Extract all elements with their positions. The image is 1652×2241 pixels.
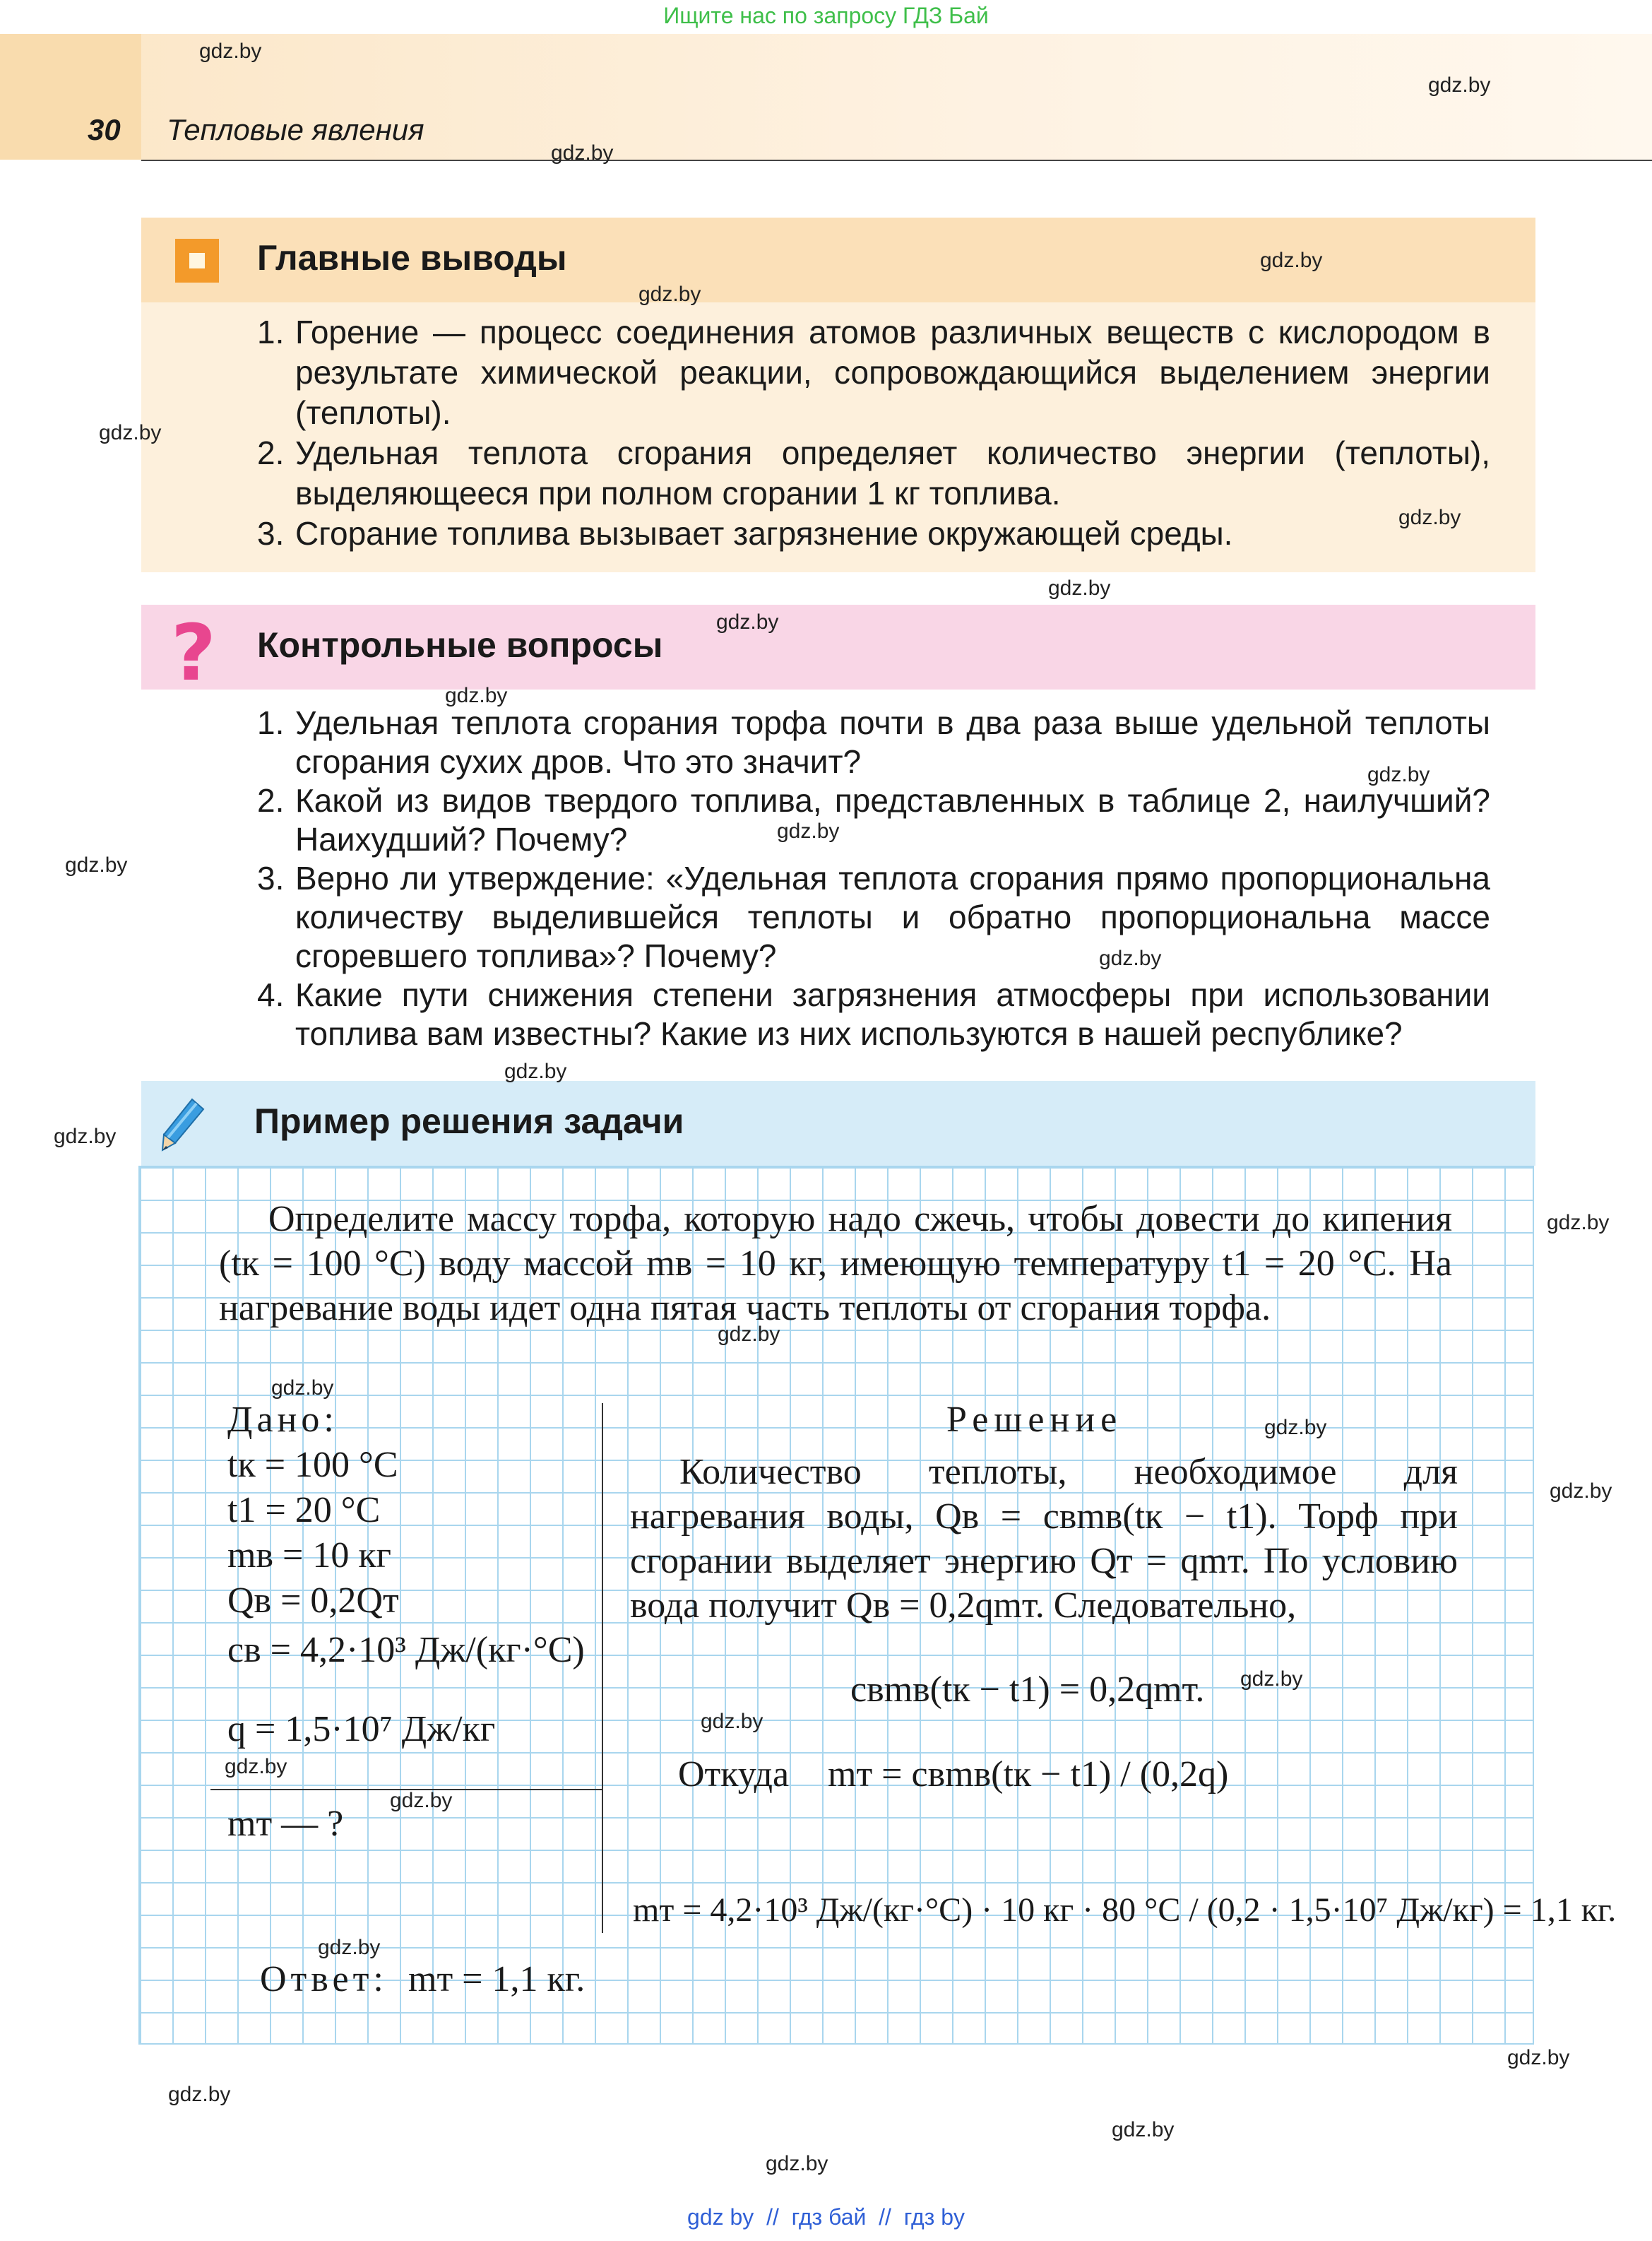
watermark: gdz.by <box>225 1755 287 1778</box>
watermark: gdz.by <box>1367 763 1430 786</box>
header-divider <box>141 160 1652 161</box>
watermark: gdz.by <box>1547 1211 1610 1234</box>
list-item <box>257 781 1490 859</box>
page-number: 30 <box>88 113 121 146</box>
item-number: 4. <box>257 976 285 1013</box>
watermark: gdz.by <box>1260 249 1323 272</box>
list-item <box>257 704 1490 781</box>
watermark: gdz.by <box>1048 576 1111 600</box>
watermark: gdz.by <box>504 1060 567 1083</box>
watermark: gdz.by <box>54 1125 117 1148</box>
given-item: Qв = 0,2Qт <box>227 1580 399 1621</box>
item-text: Удельная теплота сгорания торфа почти в два раза выше удельной теплоты сгорания сухих дров. Что это значит? <box>295 704 1490 780</box>
watermark: gdz.by <box>716 610 779 634</box>
answer-label: Ответ: <box>260 1959 388 1999</box>
given-item: cв = 4,2·10³ Дж/(кг·°C) <box>227 1630 585 1670</box>
item-number: 2. <box>257 782 285 819</box>
item-text: Сгорание топлива вызывает загрязнение окружающей среды. <box>295 515 1233 552</box>
list-item <box>257 514 1490 554</box>
given-item: q = 1,5·10⁷ Дж/кг <box>227 1709 496 1749</box>
watermark: gdz.by <box>718 1323 780 1346</box>
watermark: gdz.by <box>318 1936 381 1959</box>
given-title: Дано: <box>227 1400 338 1440</box>
square-bullet-icon <box>175 239 219 283</box>
chapter-title: Тепловые явления <box>167 113 424 146</box>
item-number: 2. <box>257 434 285 471</box>
item-number: 3. <box>257 515 285 552</box>
watermark: gdz.by <box>1398 506 1461 529</box>
find-value: mт — ? <box>227 1804 344 1844</box>
item-text: Удельная теплота сгорания определяет количество энергии (теплоты), выделяющееся при полном сгорании 1 кг топлива. <box>295 434 1490 512</box>
column-divider <box>602 1403 603 1933</box>
problem-text: Определите массу торфа, которую надо сжечь, чтобы довести до кипения (tк = 100 °C) воду массой mв = 10 кг, имеющую температуру t1 = 20 °C. На нагревание воды идет одна пятая часть теплоты от сгорания торфа. <box>219 1199 1452 1328</box>
given-item: tк = 100 °C <box>227 1445 398 1485</box>
given-item: t1 = 20 °C <box>227 1490 381 1530</box>
watermark: gdz.by <box>271 1376 334 1400</box>
given-item: mв = 10 кг <box>227 1535 391 1575</box>
formula: mт = cвmв(tк − t1) / (0,2q) <box>828 1754 1229 1794</box>
watermark: gdz.by <box>1112 2118 1175 2141</box>
watermark: gdz.by <box>1099 947 1162 970</box>
watermark: gdz.by <box>168 2083 231 2106</box>
watermark: gdz.by <box>390 1789 453 1812</box>
watermark: gdz.by <box>199 40 262 63</box>
watermark: gdz.by <box>701 1710 763 1733</box>
solution-title: Решение <box>946 1400 1123 1440</box>
watermark: gdz.by <box>551 141 614 165</box>
pencil-icon <box>160 1096 209 1157</box>
item-text: Какие пути снижения степени загрязнения атмосферы при использовании топлива вам известны? Какие из них используются в нашей республике? <box>295 976 1490 1052</box>
watermark: gdz.by <box>65 853 128 877</box>
watermark: gdz.by <box>1428 73 1491 97</box>
watermark: gdz.by <box>1507 2046 1570 2069</box>
list-item <box>257 312 1490 433</box>
item-number: 1. <box>257 314 285 350</box>
watermark: gdz.by <box>777 820 840 843</box>
watermark: gdz.by <box>766 2152 828 2175</box>
item-number: 1. <box>257 704 285 741</box>
whence-label: Откуда <box>678 1754 790 1794</box>
answer-value: mт = 1,1 кг. <box>408 1959 586 1999</box>
watermark: gdz.by <box>1550 1479 1612 1503</box>
watermark: gdz.by <box>1264 1416 1327 1439</box>
footer-links: gdz by // гдз бай // гдз by <box>687 2204 965 2230</box>
item-text: Горение — процесс соединения атомов различных веществ с кислородом в результате химической реакции, сопровождающийся выделением энергии (теплоты). <box>295 314 1490 431</box>
watermark: gdz.by <box>1240 1667 1303 1691</box>
conclusions-list <box>257 312 1490 554</box>
questions-list <box>257 704 1490 1053</box>
watermark: gdz.by <box>99 421 162 444</box>
conclusions-title: Главные выводы <box>257 238 567 278</box>
item-text: Какой из видов твердого топлива, представленных в таблице 2, наилучший? Наихудший? Почему? <box>295 782 1490 858</box>
search-hint: Ищите нас по запросу ГДЗ Бай <box>663 3 989 28</box>
list-item <box>257 859 1490 976</box>
calculation: mт = 4,2·10³ Дж/(кг·°C) · 10 кг · 80 °C / (0,2 · 1,5·10⁷ Дж/кг) = 1,1 кг. <box>633 1891 1617 1929</box>
list-item <box>257 433 1490 514</box>
question-mark-icon: ? <box>171 608 216 698</box>
example-title: Пример решения задачи <box>254 1101 684 1141</box>
watermark: gdz.by <box>638 283 701 306</box>
questions-title: Контрольные вопросы <box>257 625 663 665</box>
equation: cвmв(tк − t1) = 0,2qmт. <box>850 1669 1205 1710</box>
item-text: Верно ли утверждение: «Удельная теплота сгорания прямо пропорциональна количеству выделившейся теплоты и обратно пропорциональна массе сгоревшего топлива»? Почему? <box>295 860 1490 974</box>
item-number: 3. <box>257 860 285 897</box>
solution-text: Количество теплоты, необходимое для нагревания воды, Qв = cвmв(tк − t1). Торф при сгорании выделяет энергию Qт = qmт. По условию вода получит Qв = 0,2qmт. Следовательно, <box>630 1452 1458 1626</box>
list-item <box>257 976 1490 1053</box>
watermark: gdz.by <box>445 684 508 707</box>
